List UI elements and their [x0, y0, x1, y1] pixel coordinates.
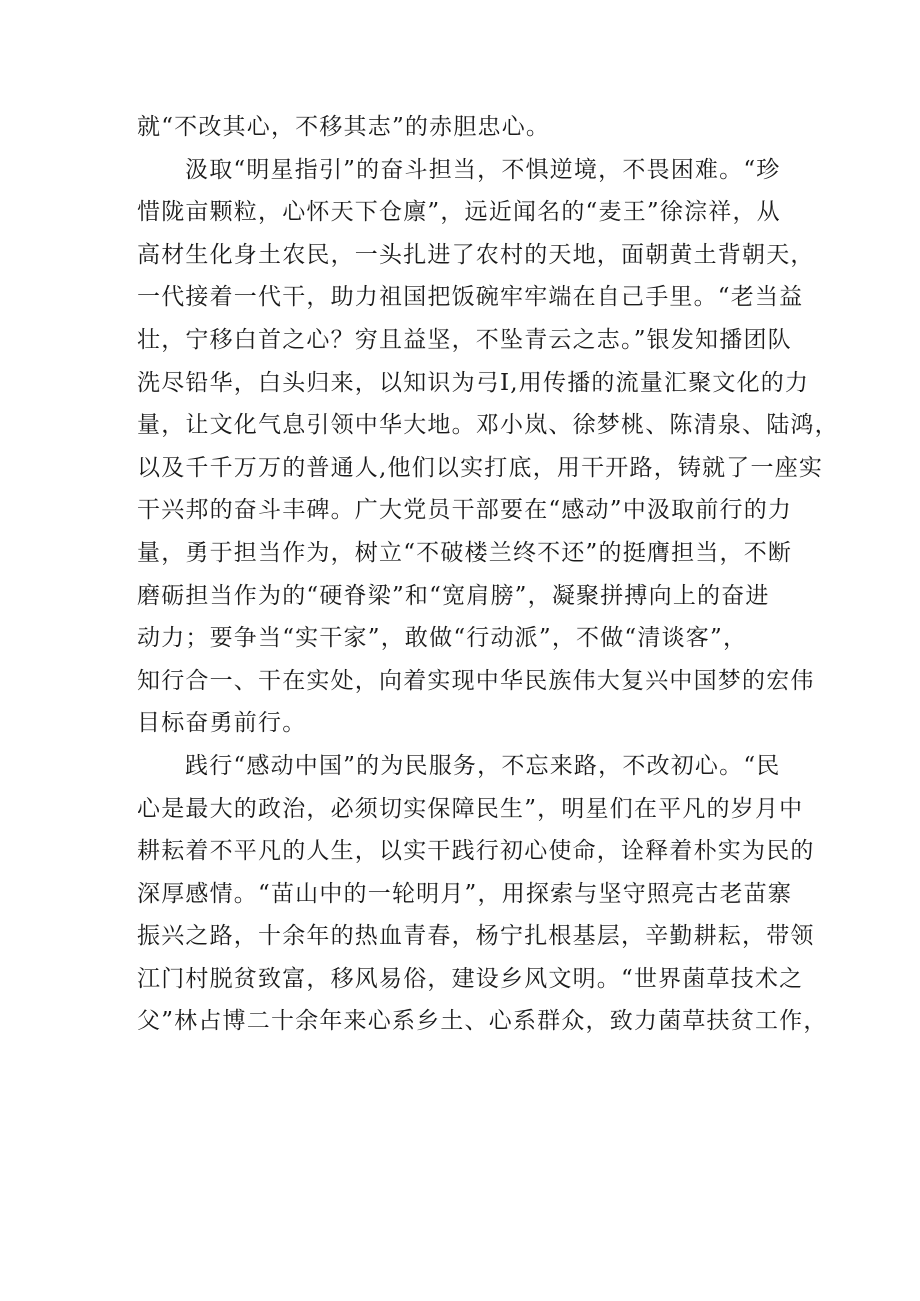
text-line: 动力；要争当“实干家”，敢做“行动派”，不做“清谈客”， — [137, 625, 748, 652]
text-line: 目标奋勇前行。 — [137, 710, 307, 737]
paragraph-3 — [137, 745, 828, 1043]
text-line: 磨砺担当作为的“硬脊梁”和“宽肩膀”，凝聚拼搏向上的奋进 — [137, 582, 770, 609]
text-line: 践行“感动中国”的为民服务，不忘来路，不改初心。“民 — [185, 752, 781, 779]
text-line: 一代接着一代干，助力祖国把饭碗牢牢端在自己手里。“老当益 — [137, 284, 804, 311]
paragraph-1 — [137, 106, 793, 149]
paragraph-2 — [137, 149, 839, 745]
text-line: 高材生化身土农民，一头扎进了农村的天地，面朝黄土背朝天， — [137, 241, 815, 268]
text-line: 深厚感情。“苗山中的一轮明月”，用探索与坚守照亮古老苗寨 — [137, 880, 793, 907]
text-line: 壮，宁移白首之心？穷且益坚，不坠青云之志。”银发知播团队 — [137, 326, 792, 353]
text-line: 干兴邦的奋斗丰碑。广大党员干部要在“感动”中汲取前行的力 — [137, 497, 793, 524]
text-line: 以及千千万万的普通人,他们以实打底，用干开路，铸就了一座实 — [137, 454, 824, 481]
text-line: 惜陇亩颗粒，心怀天下仓廪”，远近闻名的“麦王”徐淙祥，从 — [137, 199, 781, 226]
text-line: 汲取“明星指引”的奋斗担当，不惧逆境，不畏困难。“珍 — [185, 156, 781, 183]
body-text — [137, 106, 839, 1043]
text-line: 洗尽铅华，白头归来，以知识为弓I,用传播的流量汇聚文化的力 — [137, 369, 810, 396]
text-line: 耕耘着不平凡的人生，以实干践行初心使命，诠释着朴实为民的 — [137, 838, 815, 865]
text-line: 父”林占博二十余年来心系乡土、心系群众，致力菌草扶贫工作， — [137, 1008, 828, 1035]
text-line: 就“不改其心，不移其志”的赤胆忠心。 — [137, 114, 551, 140]
text-line: 江门村脱贫致富，移风易俗，建设乡风文明。“世界菌草技术之 — [137, 965, 804, 992]
text-line: 心是最大的政治，必须切实保障民生”，明星们在平凡的岁月中 — [137, 795, 804, 822]
text-line: 知行合一、干在实处，向着实现中华民族伟大复兴中国梦的宏伟 — [137, 667, 815, 694]
text-line: 振兴之路，十余年的热血青春，杨宁扎根基层，辛勤耕耘，带领 — [137, 923, 815, 950]
text-line: 量，勇于担当作为，树立“不破楼兰终不还”的挺膺担当，不断 — [137, 539, 793, 566]
text-line: 量，让文化气息引领中华大地。邓小岚、徐梦桃、陈清泉、陆鸿， — [137, 412, 839, 439]
